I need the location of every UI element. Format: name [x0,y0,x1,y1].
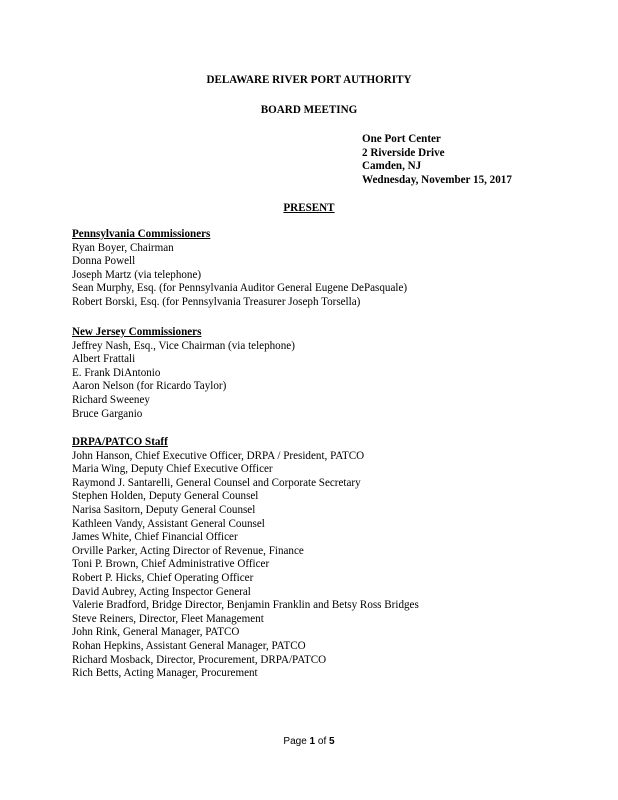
attendee: Aaron Nelson (for Ricardo Taylor) [72,380,227,393]
present-heading: PRESENT [283,202,335,214]
attendee: Kathleen Vandy, Assistant General Counsel [72,517,265,530]
meeting-location-block [362,133,512,187]
attendee: Orville Parker, Acting Director of Revenue, Finance [72,544,304,557]
attendee: Maria Wing, Deputy Chief Executive Officer [72,463,273,476]
attendee: James White, Chief Financial Officer [72,531,238,544]
page-number-footer [0,736,618,748]
attendee: Sean Murphy, Esq. (for Pennsylvania Auditor General Eugene DePasquale) [72,282,408,295]
attendee: Ryan Boyer, Chairman [72,241,174,254]
nj-commissioners-section [72,326,295,421]
attendee: Donna Powell [72,255,136,268]
attendee: Jeffrey Nash, Esq., Vice Chairman (via telephone) [72,339,295,352]
location-line: Camden, NJ [362,160,422,173]
pa-commissioners-section [72,228,407,310]
attendee: Raymond J. Santarelli, General Counsel and Corporate Secretary [72,476,361,489]
location-line: 2 Riverside Drive [362,146,445,159]
of-word: of [317,736,327,747]
attendee: Stephen Holden, Deputy General Counsel [72,490,259,503]
attendee: Bruce Garganio [72,407,143,420]
current-page-number: 1 [309,736,316,747]
attendee: John Hanson, Chief Executive Officer, DRPA / President, PATCO [72,449,365,462]
section-heading: Pennsylvania Commissioners [72,228,211,240]
attendee: Albert Frattali [72,353,136,366]
attendee: Robert Borski, Esq. (for Pennsylvania Treasurer Joseph Torsella) [72,295,361,308]
attendee: Richard Mosback, Director, Procurement, DRPA/PATCO [72,653,327,666]
attendee: Joseph Martz (via telephone) [72,268,202,281]
meeting-date: Wednesday, November 15, 2017 [362,173,512,186]
section-heading: DRPA/PATCO Staff [72,436,168,448]
total-page-count: 5 [329,736,335,747]
attendee: Rich Betts, Acting Manager, Procurement [72,667,258,680]
attendee: Rohan Hepkins, Assistant General Manager, PATCO [72,639,306,652]
attendee: Valerie Bradford, Bridge Director, Benjamin Franklin and Betsy Ross Bridges [72,599,419,612]
staff-section [72,436,419,681]
section-heading: New Jersey Commissioners [72,326,202,338]
attendee: Narisa Sasitorn, Deputy General Counsel [72,503,256,516]
page-word: Page [283,736,307,747]
attendee: E. Frank DiAntonio [72,366,161,379]
location-line: One Port Center [362,133,441,145]
meeting-title: BOARD MEETING [260,104,358,116]
organization-title: DELAWARE RIVER PORT AUTHORITY [206,74,412,86]
attendee: Toni P. Brown, Chief Administrative Officer [72,558,270,571]
attendee: Richard Sweeney [72,393,150,406]
attendee: Robert P. Hicks, Chief Operating Officer [72,571,254,584]
attendee: Steve Reiners, Director, Fleet Management [72,612,264,625]
attendee: John Rink, General Manager, PATCO [72,626,240,639]
attendee: David Aubrey, Acting Inspector General [72,585,251,598]
